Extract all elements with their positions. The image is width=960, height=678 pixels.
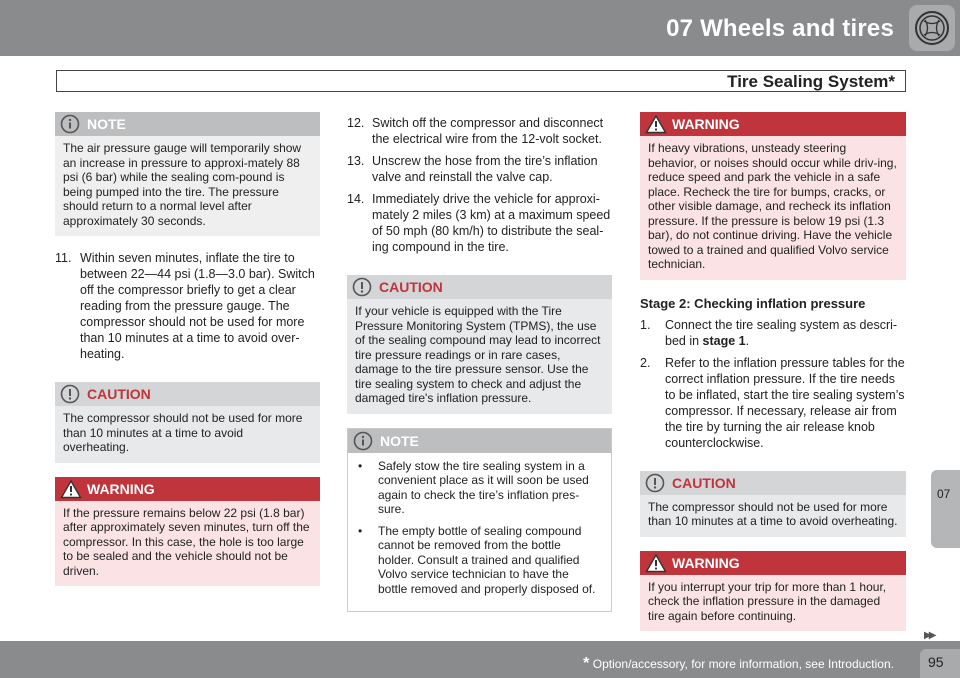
info-icon — [60, 114, 80, 134]
warning-label: WARNING — [87, 480, 155, 497]
chapter-title: 07 Wheels and tires — [666, 15, 894, 42]
caution-box — [55, 382, 320, 463]
tire-icon — [909, 5, 955, 51]
list-item — [640, 355, 906, 451]
page-number-label: 95 — [928, 654, 944, 670]
list-item — [347, 153, 612, 185]
step-text: Refer to the inflation pressure tables for the correct inflation pressure. If the tire needs to be inflated, start the tire sealing system’s compressor. If necessary, release air from the tire by turning the air release knob counterclockwise. — [665, 355, 905, 450]
step-list — [640, 317, 906, 451]
warning-header — [640, 112, 906, 136]
caution-header — [55, 382, 320, 406]
list-item — [640, 317, 906, 349]
footer-note-text: Option/accessory, for more information, see Introduction. — [589, 657, 894, 671]
warning-label: WARNING — [672, 116, 740, 132]
step-text: Within seven minutes, inflate the tire to between 22—44 psi (1.8—3.0 bar). Switch off the compressor briefly to get a clear reading from the pressure gauge. The compressor should not be used for more than 10 minutes at a time to avoid over-heating. — [80, 251, 315, 361]
exclamation-icon — [60, 384, 80, 404]
warning-triangle-icon — [645, 553, 667, 573]
warning-header — [640, 551, 906, 575]
warning-box — [640, 112, 906, 280]
side-tab-label: 07 — [937, 487, 951, 501]
caution-label: CAUTION — [87, 386, 151, 402]
note-box — [347, 428, 612, 613]
warning-text: If you interrupt your trip for more than 1 hour, check the inflation pressure in the damaged tire again before continuing. — [640, 575, 906, 632]
note-label: NOTE — [87, 116, 126, 132]
bullet-mark: • — [358, 523, 363, 538]
caution-label: CAUTION — [672, 474, 736, 491]
warning-box — [55, 477, 320, 587]
caution-label: CAUTION — [379, 279, 443, 295]
step-number: 11. — [55, 251, 72, 265]
note-box — [55, 112, 320, 236]
step-list — [347, 115, 612, 255]
exclamation-icon — [352, 277, 372, 297]
footer-note — [583, 655, 894, 673]
exclamation-icon — [645, 473, 665, 493]
note-body — [348, 453, 611, 612]
warning-triangle-icon — [60, 479, 82, 499]
bullet-mark: • — [358, 458, 363, 473]
caution-header — [640, 471, 906, 495]
column-3 — [640, 112, 906, 645]
list-item — [358, 524, 599, 597]
bullet-text: Safely stow the tire sealing system in a convenient place as it will soon be used again to check the tire’s inflation pres-sure. — [378, 458, 589, 516]
step-number: 1. — [640, 317, 651, 332]
column-2 — [347, 112, 612, 626]
caution-text: The compressor should not be used for more than 10 minutes at a time to avoid overheating. — [640, 495, 906, 537]
warning-label: WARNING — [672, 554, 740, 571]
caution-box — [640, 471, 906, 537]
footer-star: * — [583, 655, 590, 672]
step-number: 14. — [347, 192, 365, 206]
step-text: Unscrew the hose from the tire’s inflation valve and reinstall the valve cap. — [372, 154, 598, 184]
bullet-text: The empty bottle of sealing compound cannot be removed from the bottle holder. Consult a trained and qualified Volvo service technician to have the bottle removed and properly disposed of. — [378, 523, 596, 596]
footer-band — [0, 641, 960, 678]
warning-text: If heavy vibrations, unsteady steering behavior, or noises should occur while driv-ing, reduce speed and park the vehicle in a safe place. Recheck the tire for bumps, cracks, or other visible damage, and recheck its inflation pressure. If the pressure is below 19 psi (1.3 bar), do not continue driving. Have the vehicle towed to a trained and qualified Volvo service technician. — [640, 136, 906, 280]
warning-text: If the pressure remains below 22 psi (1.8 bar) after approximately seven minutes, turn off the compressor. In this case, the hole is too large to be sealed and the vehicle should not be driven. — [55, 501, 320, 587]
note-text: The air pressure gauge will temporarily show an increase in pressure to approxi-mately 88 psi (6 bar) while the sealing com-pound is being pumped into the tire. The pressure should return to a normal level after approximately 30 seconds. — [55, 136, 320, 236]
step-text-part: . — [745, 333, 750, 348]
step-bold-ref: stage 1 — [702, 333, 746, 348]
step-text — [665, 317, 906, 349]
note-header — [55, 112, 320, 136]
next-page-arrows-icon: ▶▶ — [924, 630, 934, 641]
step-number: 2. — [640, 355, 651, 370]
section-title: Tire Sealing System* — [727, 72, 895, 91]
step-text: Immediately drive the vehicle for approxi-mately 2 miles (3 km) at a maximum speed of 50 mph (80 km/h) to distribute the seal-ing compound in the tire. — [372, 192, 611, 254]
step-text-part: Connect the tire sealing system as descri-bed in — [665, 317, 898, 348]
step-number: 12. — [347, 116, 365, 130]
list-item — [347, 191, 612, 255]
step-list — [55, 250, 320, 362]
warning-triangle-icon — [645, 114, 667, 134]
section-bar — [56, 70, 906, 92]
list-item — [55, 250, 320, 362]
step-number: 13. — [347, 154, 365, 168]
caution-text: If your vehicle is equipped with the Tire Pressure Monitoring System (TPMS), the use of the sealing compound may lead to incorrect tire pressure readings or in rare cases, damage to the tire pressure sensor. Use the tire sealing system to check and adjust the damaged tire's inflation pressure. — [347, 299, 612, 414]
list-item — [347, 115, 612, 147]
header-band — [0, 0, 960, 56]
caution-text: The compressor should not be used for more than 10 minutes at a time to avoid overheating. — [55, 406, 320, 463]
chapter-side-tab — [931, 470, 960, 548]
list-item — [358, 459, 599, 517]
info-icon — [353, 431, 373, 451]
caution-box — [347, 275, 612, 414]
page-number — [920, 649, 960, 678]
warning-box — [640, 551, 906, 632]
warning-header — [55, 477, 320, 501]
step-text: Switch off the compressor and disconnect the electrical wire from the 12-volt socket. — [372, 116, 604, 146]
caution-header — [347, 275, 612, 299]
note-header — [348, 429, 611, 453]
stage-heading: Stage 2: Checking inflation pressure — [640, 295, 866, 311]
column-1 — [55, 112, 320, 600]
note-label: NOTE — [380, 432, 419, 449]
